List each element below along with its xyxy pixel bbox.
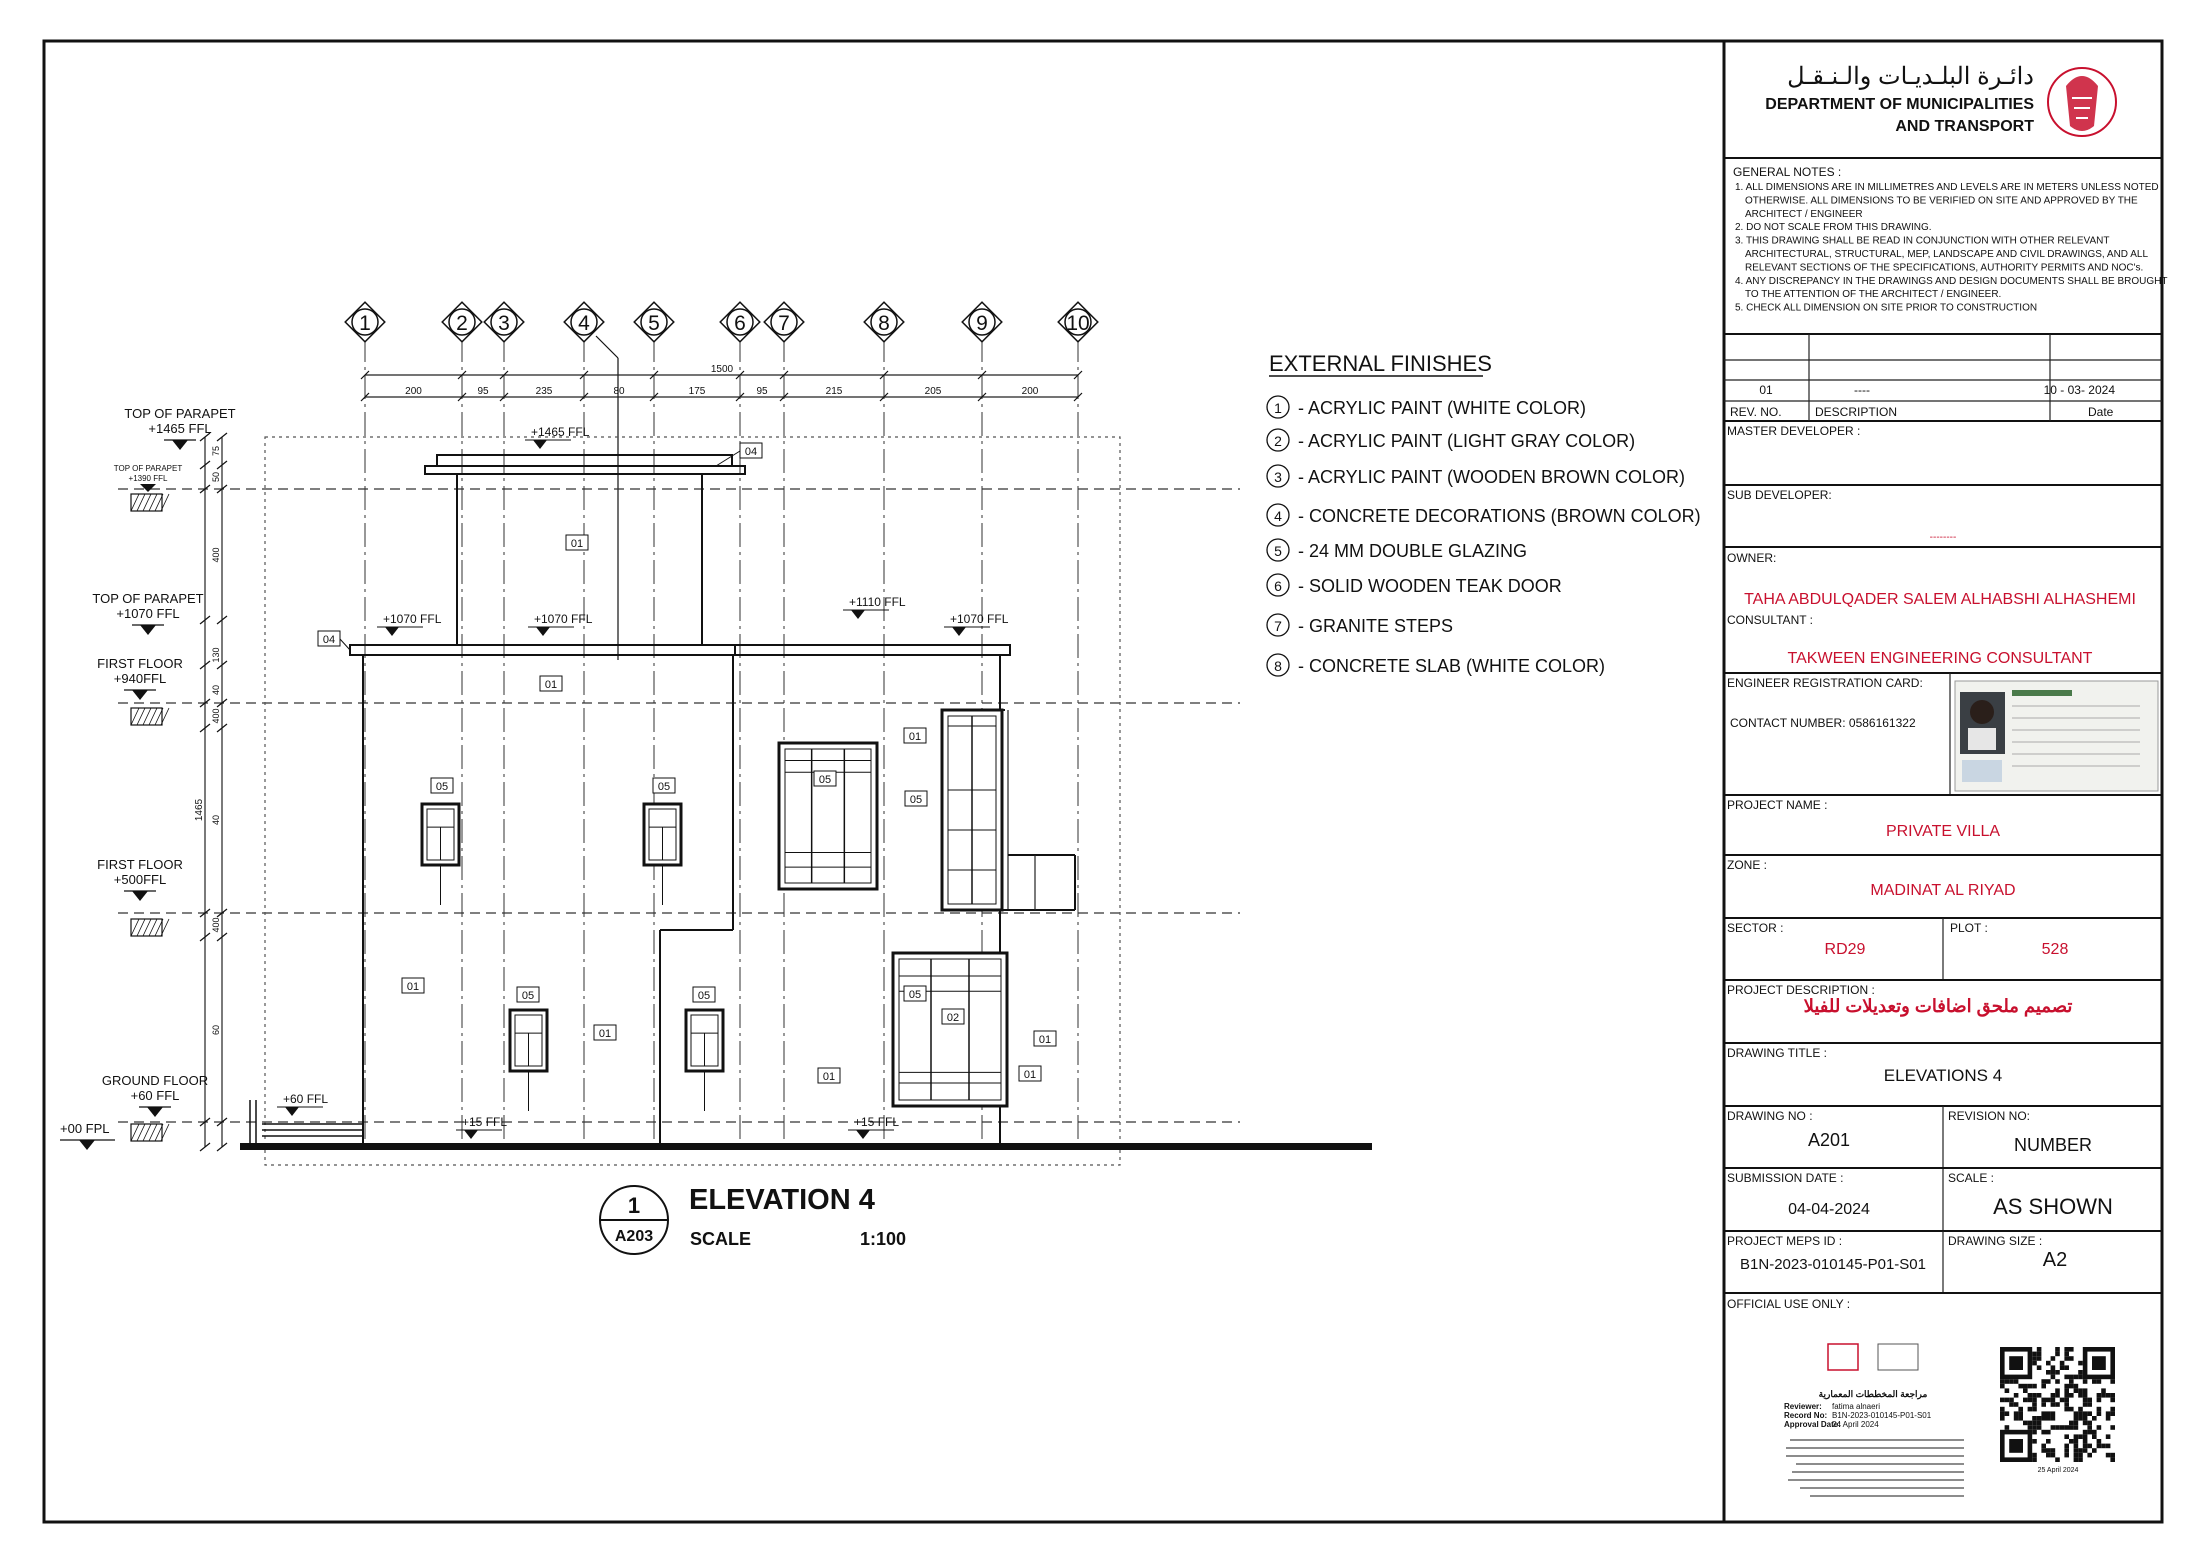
finish-tag-label: 05 [657, 781, 671, 793]
qr-code [2000, 1347, 2115, 1462]
finish-tag-label: 01 [1038, 1034, 1052, 1046]
finish-number: 6 [1274, 578, 1282, 594]
finish-tag [904, 728, 926, 743]
drawing-title: ELEVATIONS 4 [1883, 1066, 2003, 1085]
finish-tag-label: 01 [544, 679, 558, 691]
parapet-band [425, 466, 745, 474]
general-note-line: 4. ANY DISCREPANCY IN THE DRAWINGS AND DESIGN DOCUMENTS SHALL BE BROUGHT [1735, 275, 2168, 287]
sector-value: RD29 [1824, 941, 1866, 958]
finish-tag [566, 535, 588, 550]
finish-tag-label: 05 [697, 990, 711, 1002]
spot-level-value: +1070 FFL [534, 612, 593, 626]
spot-level-value: +15 FFL [462, 1115, 508, 1129]
project-name-label: PROJECT NAME : [1727, 798, 1828, 812]
spot-level [525, 425, 590, 449]
stamp-title: مراجعة المخططات المعمارية [1818, 1389, 1928, 1399]
window-small [510, 1010, 547, 1111]
revision-description: ---- [1854, 383, 1870, 397]
finish-tag [942, 1009, 964, 1024]
finish-tag [905, 791, 927, 806]
level-label: FIRST FLOOR [97, 857, 183, 872]
finish-tag [818, 1068, 840, 1083]
sub-developer-label: SUB DEVELOPER: [1727, 488, 1832, 502]
owner-label: OWNER: [1727, 551, 1777, 565]
level-value: +1390 FFL [128, 474, 168, 483]
level-marker [97, 857, 183, 901]
level-marker [102, 1073, 208, 1117]
level-hatch-icon [131, 919, 169, 936]
level-hatch-icon [131, 708, 169, 725]
grid-label: 5 [648, 312, 660, 335]
grid-label: 7 [778, 312, 790, 335]
finish-tag-label: 01 [570, 538, 584, 550]
segment-dim: 215 [825, 386, 843, 397]
overall-height-dim: 1465 [194, 798, 205, 822]
general-note-line: ARCHITECT / ENGINEER [1745, 208, 1863, 220]
spot-level-value: +1070 FFL [950, 612, 1009, 626]
finish-item [1267, 539, 1527, 561]
spot-level [944, 612, 1009, 636]
sub-developer-value: -------- [1929, 532, 1957, 543]
grid-label: 6 [734, 312, 746, 335]
stamp-approval-date: 24 April 2024 [1832, 1420, 1879, 1429]
stamp-record: B1N-2023-010145-P01-S01 [1832, 1411, 1932, 1420]
level-value: +500FFL [113, 872, 167, 887]
spot-level-value: +1110 FFL [849, 595, 906, 609]
level-triangle-icon [856, 1130, 870, 1139]
level-triangle-icon [140, 484, 156, 492]
level-triangle-icon [464, 1130, 478, 1139]
spot-level [528, 612, 593, 636]
authority-name-ar: دائـرة البلـديـات والـنـقـل [1787, 63, 2034, 90]
elevation-title-block [600, 1184, 906, 1254]
vertical-dim: 60 [211, 1024, 221, 1036]
authority-name-en-2: AND TRANSPORT [1895, 118, 2034, 135]
level-triangle-icon [851, 610, 865, 619]
spot-level-value: +1070 FFL [383, 612, 442, 626]
elevation-title: ELEVATION 4 [689, 1184, 875, 1216]
ground-line [240, 1143, 1372, 1150]
finish-text: - SOLID WOODEN TEAK DOOR [1298, 576, 1562, 596]
finish-tag-label: 05 [521, 990, 535, 1002]
general-notes-title: GENERAL NOTES : [1733, 165, 1842, 179]
window-large [893, 953, 1007, 1106]
vertical-dim: 400 [211, 917, 221, 933]
authority-name-en-1: DEPARTMENT OF MUNICIPALITIES [1765, 96, 2034, 113]
vertical-dim: 40 [211, 814, 221, 826]
segment-dim: 205 [924, 386, 942, 397]
vertical-dim: 400 [211, 708, 221, 724]
segment-dim: 235 [535, 386, 553, 397]
finishes-title: EXTERNAL FINISHES [1269, 351, 1492, 376]
revision-table [1724, 334, 2162, 421]
project-description-label: PROJECT DESCRIPTION : [1727, 983, 1875, 997]
zone-value: MADINAT AL RIYAD [1870, 882, 2016, 899]
general-note-line: 2. DO NOT SCALE FROM THIS DRAWING. [1735, 222, 1932, 234]
authority-logo-icon [2048, 68, 2116, 136]
plot-value: 528 [2041, 941, 2069, 958]
spot-level [456, 1115, 507, 1139]
finish-text: - 24 MM DOUBLE GLAZING [1298, 541, 1528, 561]
finish-tag-label: 01 [822, 1071, 836, 1083]
grid-label: 3 [498, 312, 510, 335]
level-label: GROUND FLOOR [101, 1073, 209, 1088]
level-triangle-icon [132, 891, 148, 901]
vertical-dim: 40 [211, 684, 221, 696]
finish-tag [594, 1025, 616, 1040]
level-label: FIRST FLOOR [97, 656, 183, 671]
grid-label: 8 [878, 312, 890, 335]
overall-width-dim: 1500 [710, 364, 734, 375]
grid-label: 1 [359, 312, 371, 335]
meps-id: B1N-2023-010145-P01-S01 [1740, 1256, 1926, 1273]
approval-stamp [1784, 1344, 1964, 1496]
stamp-arabic-notes [1786, 1440, 1964, 1496]
window-small [686, 1010, 723, 1111]
window-small [422, 804, 459, 905]
finish-tag [904, 986, 926, 1001]
finish-tag-label: 05 [909, 794, 923, 806]
finish-tag-label: 04 [322, 634, 336, 646]
revision-date: 10 - 03- 2024 [2043, 383, 2115, 397]
level-label: TOP OF PARAPET [92, 591, 204, 606]
finish-number: 1 [1274, 400, 1282, 416]
vertical-dim: 400 [211, 547, 221, 563]
finish-item [1267, 504, 1701, 526]
drawing-no: A201 [1807, 1130, 1851, 1150]
grid-label: 2 [456, 312, 468, 335]
spot-level [377, 612, 442, 636]
finish-text: - ACRYLIC PAINT (WOODEN BROWN COLOR) [1298, 467, 1686, 487]
revision-number: NUMBER [2013, 1135, 2093, 1155]
drawing-size-label: DRAWING SIZE : [1948, 1234, 2043, 1248]
level-value: +60 FFL [130, 1088, 180, 1103]
elevation-ref-no: 1 [627, 1193, 641, 1218]
finish-tag-label: 01 [598, 1028, 612, 1040]
project-name: PRIVATE VILLA [1885, 823, 2001, 840]
stamp-logo-icon [1828, 1344, 1858, 1370]
meps-label: PROJECT MEPS ID : [1727, 1234, 1843, 1248]
window-small [644, 804, 681, 905]
segment-dim: 80 [613, 386, 625, 397]
finish-item [1267, 429, 1635, 451]
general-note-line: 5. CHECK ALL DIMENSION ON SITE PRIOR TO CONSTRUCTION [1735, 302, 2038, 314]
grid-label: 10 [1066, 312, 1090, 335]
official-use-label: OFFICIAL USE ONLY : [1727, 1297, 1851, 1311]
level-marker [92, 591, 203, 635]
window-large [779, 743, 877, 889]
finish-tag-label: 05 [818, 774, 832, 786]
level-triangle-icon [140, 625, 156, 635]
title-block [1724, 63, 2168, 1496]
finish-tag [517, 987, 539, 1002]
elevation-drawing [60, 302, 1372, 1165]
level-marker [97, 656, 183, 700]
master-developer-label: MASTER DEVELOPER : [1727, 424, 1861, 438]
level-marker-fpl [60, 1121, 115, 1150]
level-value: +00 FPL [60, 1121, 110, 1136]
finish-number: 7 [1274, 618, 1282, 634]
scale-value: AS SHOWN [1993, 1194, 2113, 1219]
level-triangle-icon [172, 440, 188, 450]
vertical-dim: 130 [211, 647, 221, 663]
level-value: +1070 FFL [116, 606, 180, 621]
level-hatch-icon [131, 494, 169, 511]
zone-label: ZONE : [1727, 858, 1768, 872]
general-notes-list [1735, 182, 2168, 314]
submission-date-label: SUBMISSION DATE : [1727, 1171, 1844, 1185]
elevation-scale-label: SCALE [690, 1229, 752, 1249]
finish-number: 4 [1274, 508, 1282, 524]
segment-dim: 200 [405, 386, 422, 397]
owner-name: TAHA ABDULQADER SALEM ALHABSHI ALHASHEMI [1744, 591, 2136, 608]
finish-tag [540, 676, 562, 691]
general-note-line: 3. THIS DRAWING SHALL BE READ IN CONJUNCTION WITH OTHER RELEVANT [1735, 235, 2110, 247]
finish-text: - ACRYLIC PAINT (WHITE COLOR) [1298, 398, 1587, 418]
project-description: تصميم ملحق اضافات وتعديلات للفيلا [1803, 996, 2073, 1016]
finish-tag [653, 778, 675, 793]
stamp-record-label: Record No: [1784, 1411, 1828, 1420]
spot-level [848, 1115, 899, 1139]
finish-item [1267, 465, 1685, 487]
stamp-emblem-icon [1878, 1344, 1918, 1370]
finish-tag-label: 02 [946, 1012, 960, 1024]
general-note-line: ARCHITECTURAL, STRUCTURAL, MEP, LANDSCAPE AND CIVIL DRAWINGS, AND ALL [1745, 249, 2149, 260]
revision-no-header: REV. NO. [1730, 405, 1782, 419]
finish-tag [814, 771, 836, 786]
finish-item [1267, 614, 1453, 636]
revision-date-header: Date [2088, 405, 2114, 419]
general-note-line: OTHERWISE. ALL DIMENSIONS TO BE VERIFIED ON SITE AND APPROVED BY THE [1745, 195, 2138, 207]
segment-dim: 95 [477, 386, 489, 397]
spot-level [843, 595, 906, 619]
scale-label: SCALE : [1948, 1171, 1995, 1185]
segment-dim: 95 [756, 386, 768, 397]
general-note-line: RELEVANT SECTIONS OF THE SPECIFICATIONS, AUTHORITY PERMITS AND NOC's. [1745, 262, 2144, 274]
level-marker [124, 406, 235, 450]
finish-text: - CONCRETE DECORATIONS (BROWN COLOR) [1298, 506, 1701, 526]
finish-number: 2 [1274, 433, 1282, 449]
stamp-approval-label: Approval Date: [1784, 1420, 1841, 1429]
qr-date: 25 April 2024 [2037, 1467, 2079, 1474]
level-label: TOP OF PARAPET [124, 406, 236, 421]
finish-text: - ACRYLIC PAINT (LIGHT GRAY COLOR) [1298, 431, 1636, 451]
finish-item [1267, 396, 1586, 418]
level-triangle-icon [536, 627, 550, 636]
plot-label: PLOT : [1950, 921, 1988, 935]
elevation-scale: 1:100 [860, 1229, 907, 1249]
level-value: +1465 FFL [148, 421, 212, 436]
grid-label: 9 [976, 312, 988, 335]
drawing-title-label: DRAWING TITLE : [1727, 1046, 1828, 1060]
consultant-label: CONSULTANT : [1727, 613, 1814, 627]
level-triangle-icon [385, 627, 399, 636]
drawing-size: A2 [2042, 1249, 2068, 1271]
revision-description-header: DESCRIPTION [1815, 405, 1898, 419]
grid-label: 4 [578, 312, 590, 335]
finish-tag [402, 978, 424, 993]
revision-no-label: REVISION NO: [1948, 1109, 2031, 1123]
level-marker-small [114, 464, 183, 492]
external-finishes-legend [1267, 351, 1701, 676]
spot-level-value: +1465 FFL [531, 425, 590, 439]
finish-tag-label: 05 [435, 781, 449, 793]
finish-item [1267, 574, 1562, 596]
finish-tag-label: 01 [406, 981, 420, 993]
finish-tag [740, 443, 762, 458]
finish-tag-label: 01 [1023, 1069, 1037, 1081]
finish-text: - CONCRETE SLAB (WHITE COLOR) [1298, 656, 1606, 676]
general-note-line: 1. ALL DIMENSIONS ARE IN MILLIMETRES AND LEVELS ARE IN METERS UNLESS NOTED [1735, 182, 2159, 193]
spot-level-value: +60 FFL [283, 1092, 329, 1106]
level-value: +940FFL [113, 671, 167, 686]
finish-text: - GRANITE STEPS [1298, 616, 1454, 636]
level-triangle-icon [533, 440, 547, 449]
sector-label: SECTOR : [1727, 921, 1784, 935]
level-hatch-icon [131, 1124, 169, 1141]
stamp-reviewer-label: Reviewer: [1784, 1402, 1822, 1411]
level-triangle-icon [285, 1107, 299, 1116]
level-label: TOP OF PARAPET [113, 464, 183, 473]
stamp-reviewer: fatima alnaeri [1832, 1402, 1881, 1411]
finish-tag [431, 778, 453, 793]
finish-number: 8 [1274, 658, 1282, 674]
drawing-no-label: DRAWING NO : [1727, 1109, 1813, 1123]
vertical-dim: 50 [211, 471, 221, 483]
finish-tag-label: 04 [744, 446, 758, 458]
finish-tag-label: 01 [908, 731, 922, 743]
finish-number: 3 [1274, 469, 1282, 485]
finish-number: 5 [1274, 543, 1282, 559]
contact-number: CONTACT NUMBER: 0586161322 [1730, 716, 1916, 730]
finish-tag-label: 05 [908, 989, 922, 1001]
revision-no: 01 [1759, 383, 1773, 397]
finish-item [1267, 654, 1605, 676]
vertical-dim: 75 [211, 445, 221, 457]
elevation-ref-sheet: A203 [614, 1228, 654, 1245]
level-triangle-icon [147, 1107, 163, 1117]
finish-tag [318, 631, 340, 646]
engineer-id-card-image [1955, 681, 2158, 791]
submission-date: 04-04-2024 [1788, 1201, 1870, 1218]
segment-dim: 200 [1021, 386, 1039, 397]
window-large [942, 710, 1002, 910]
engineer-registration-label: ENGINEER REGISTRATION CARD: [1727, 676, 1923, 690]
spot-level-value: +15 FFL [854, 1115, 900, 1129]
finish-tag [693, 987, 715, 1002]
roof-slab-left [350, 645, 735, 655]
segment-dim: 175 [688, 386, 706, 397]
general-note-line: TO THE ATTENTION OF THE ARCHITECT / ENGINEER. [1745, 289, 2002, 301]
level-triangle-icon [952, 627, 966, 636]
consultant-name: TAKWEEN ENGINEERING CONSULTANT [1787, 650, 2093, 667]
roof-slab-right [735, 645, 1010, 655]
spot-level [277, 1092, 328, 1116]
level-triangle-icon [132, 690, 148, 700]
finish-tag [1034, 1031, 1056, 1046]
level-triangle-icon [79, 1140, 95, 1150]
finish-tag [1019, 1066, 1041, 1081]
